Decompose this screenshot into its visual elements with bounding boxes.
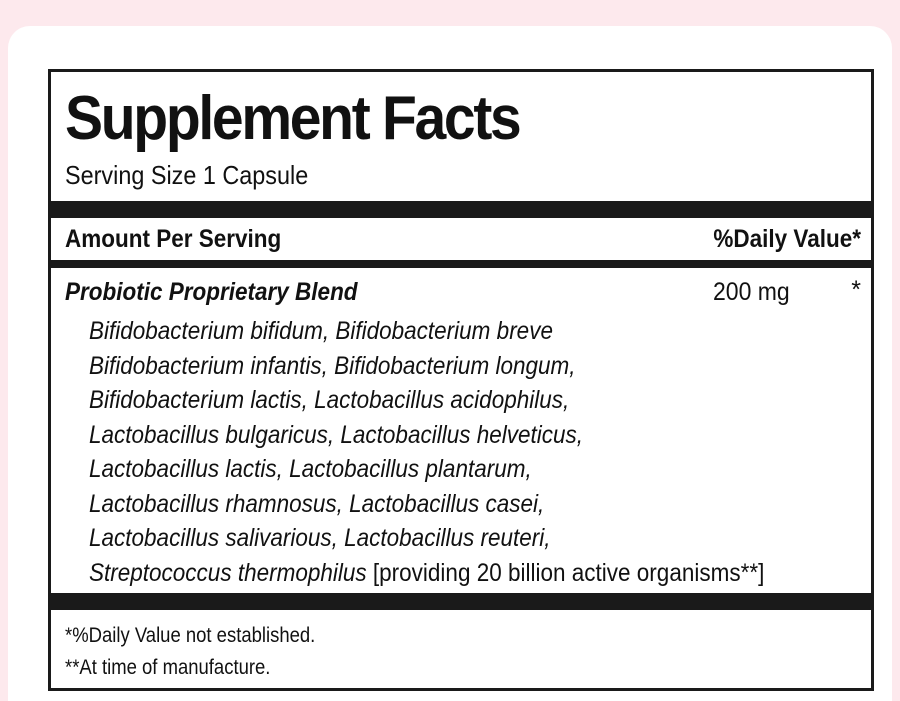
organism-count-note: [providing 20 billion active organisms**] (372, 558, 765, 587)
blend-daily-value: * (851, 276, 861, 304)
footnotes (65, 620, 349, 684)
column-header-row (65, 222, 861, 256)
strain-line: Bifidobacterium infantis, Bifidobacterium longum, (89, 351, 576, 380)
divider-thick-top (51, 201, 871, 218)
amount-per-serving-header: Amount Per Serving (65, 225, 282, 253)
strain-line: Bifidobacterium lactis, Lactobacillus acidophilus, (89, 386, 570, 414)
strain-line-last (89, 556, 764, 591)
strain-line: Bifidobacterium bifidum, Bifidobacterium breve (89, 317, 553, 345)
serving-size: Serving Size 1 Capsule (65, 160, 309, 190)
label-card (8, 26, 892, 701)
strain-list (89, 314, 839, 590)
divider-thick-bottom (51, 593, 871, 610)
footnote-daily-value: *%Daily Value not established. (65, 624, 316, 647)
daily-value-header: %Daily Value* (713, 225, 861, 253)
footnote-manufacture: **At time of manufacture. (65, 656, 271, 679)
panel-title: Supplement Facts (65, 84, 520, 153)
blend-row (65, 275, 861, 309)
strain-line: Lactobacillus salivarious, Lactobacillus reuteri, (89, 524, 551, 552)
last-strain-name: Streptococcus thermophilus (89, 558, 367, 587)
strain-line: Lactobacillus rhamnosus, Lactobacillus casei, (89, 489, 545, 518)
strain-line: Lactobacillus lactis, Lactobacillus plantarum, (89, 455, 532, 483)
divider-medium (51, 260, 871, 268)
strain-line: Lactobacillus bulgaricus, Lactobacillus helveticus, (89, 420, 584, 449)
blend-name: Probiotic Proprietary Blend (65, 278, 358, 306)
supplement-facts-panel (48, 69, 874, 691)
blend-amount: 200 mg (713, 278, 790, 306)
